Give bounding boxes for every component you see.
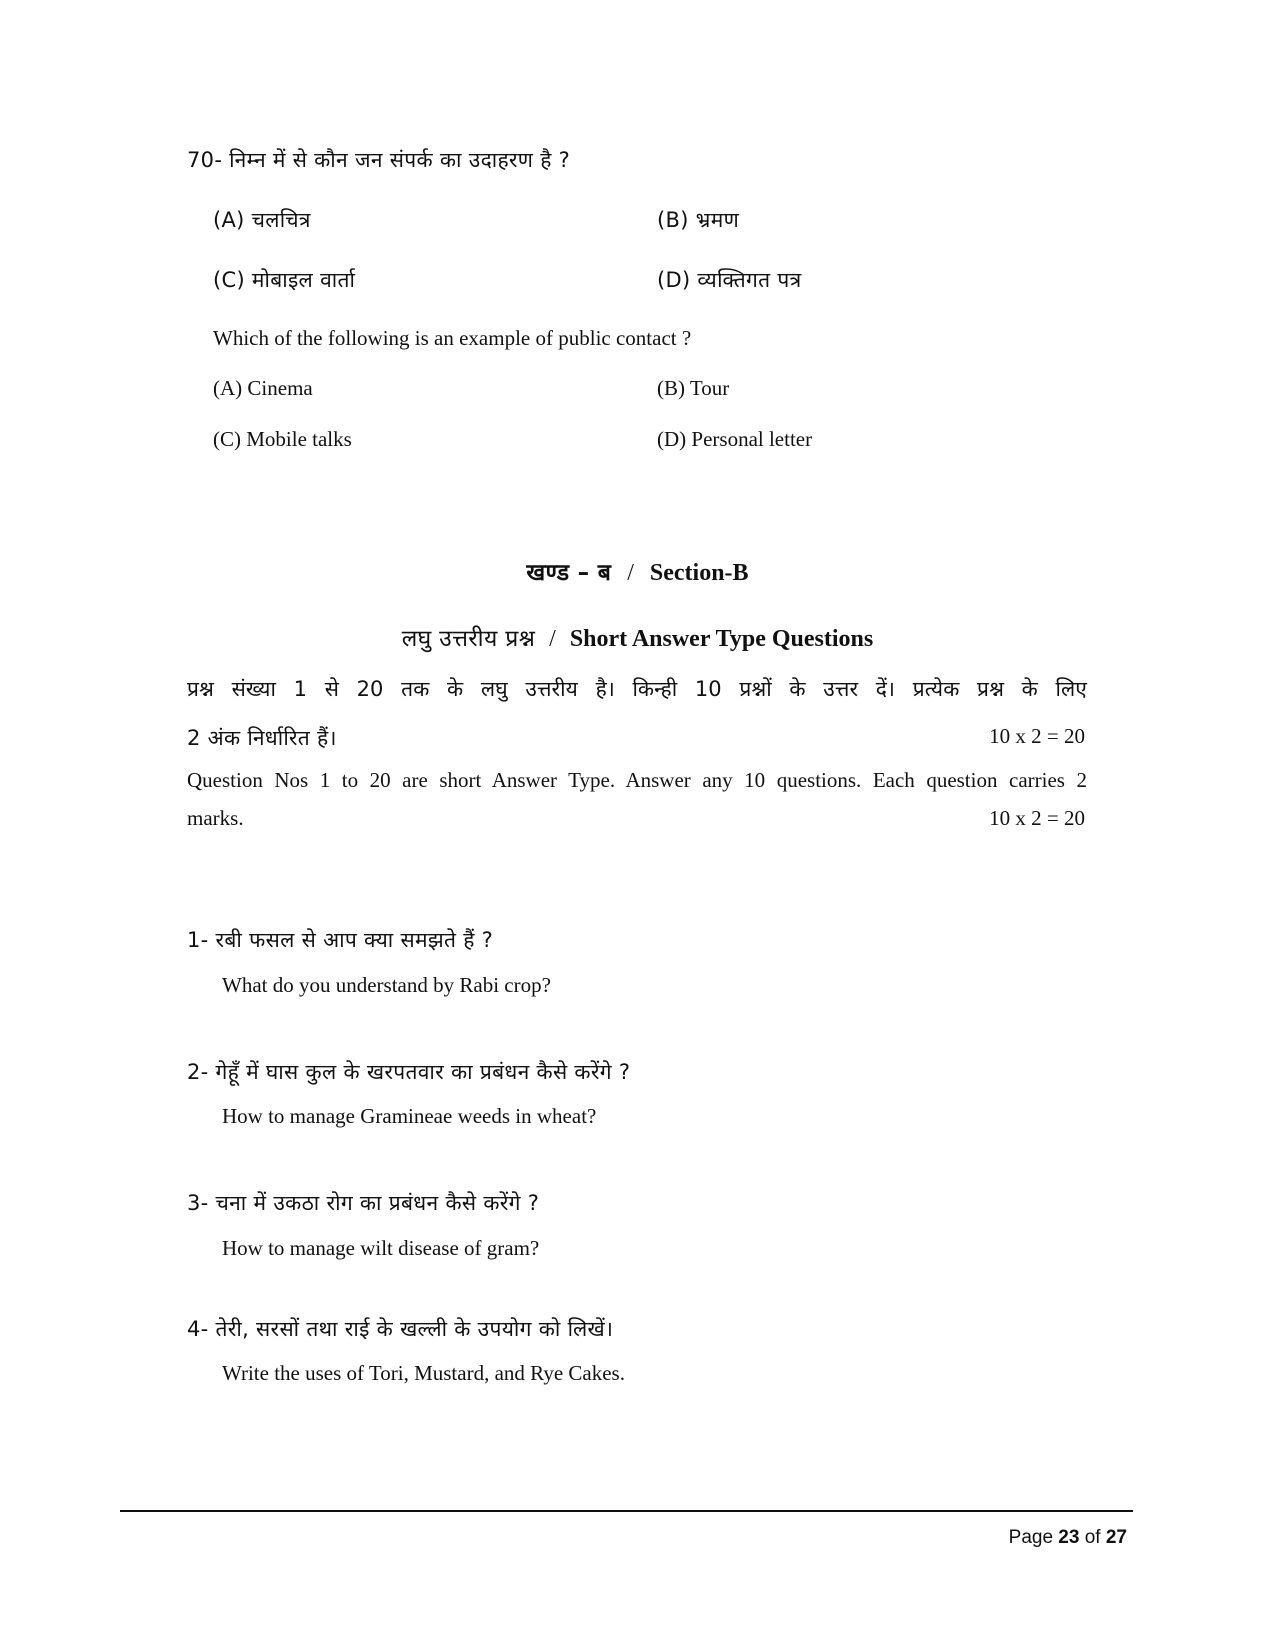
q70-english-option-d: (D) Personal letter — [657, 427, 813, 451]
page-word: Page — [1008, 1527, 1054, 1548]
subheading-english: Short Answer Type Questions — [569, 626, 874, 652]
q70-english-option-a: (A) Cinema — [213, 376, 313, 400]
subheading-separator: / — [549, 626, 556, 652]
page-current: 23 — [1058, 1527, 1080, 1548]
section-heading — [0, 555, 1275, 587]
subheading-hindi: लघु उत्तरीय प्रश्न — [401, 626, 536, 652]
q70-english-question: Which of the following is an example of public contact ? — [213, 326, 692, 350]
q70-hindi-option-c: (C) मोबाइल वार्ता — [213, 268, 356, 292]
q70-english-option-c: (C) Mobile talks — [213, 427, 352, 451]
page-number — [1009, 1527, 1127, 1549]
q70-english-option-b: (B) Tour — [657, 376, 730, 400]
question-3-hindi: 3- चना में उकठा रोग का प्रबंधन कैसे करेंगे ? — [187, 1191, 540, 1215]
instructions-hindi-line2: 2 अंक निर्धारित हैं। — [187, 726, 337, 750]
question-2-hindi: 2- गेहूँ में घास कुल के खरपतवार का प्रबंधन कैसे करेंगे ? — [187, 1060, 631, 1084]
question-4-english: Write the uses of Tori, Mustard, and Rye Cakes. — [222, 1361, 625, 1385]
question-4-hindi: 4- तेरी, सरसों तथा राई के खल्ली के उपयोग को लिखें। — [187, 1317, 614, 1341]
of-word: of — [1084, 1527, 1101, 1548]
q70-hindi-option-a: (A) चलचित्र — [213, 208, 311, 232]
q70-hindi-option-d: (D) व्यक्तिगत पत्र — [657, 268, 802, 292]
section-heading-hindi: खण्ड – ब — [526, 560, 612, 586]
q70-hindi-question: 70- निम्न में से कौन जन संपर्क का उदाहरण है ? — [187, 148, 571, 172]
section-heading-separator: / — [627, 560, 634, 586]
question-1-english: What do you understand by Rabi crop? — [222, 973, 551, 997]
instructions-hindi-marks: 10 x 2 = 20 — [989, 724, 1085, 748]
instructions-english-line1: Question Nos 1 to 20 are short Answer Type. Answer any 10 questions. Each question carries 2 — [187, 768, 1087, 792]
footer-divider — [120, 1510, 1133, 1512]
section-subheading — [0, 621, 1275, 653]
instructions-hindi-line1: प्रश्न संख्या 1 से 20 तक के लघु उत्तरीय है। किन्ही 10 प्रश्नों के उत्तर दें। प्रत्येक प्रश्न के लिए — [187, 677, 1087, 701]
instructions-english-marks: 10 x 2 = 20 — [989, 806, 1085, 830]
question-2-english: How to manage Gramineae weeds in wheat? — [222, 1104, 597, 1128]
page-total: 27 — [1105, 1527, 1127, 1548]
instructions-english-line2: marks. — [187, 806, 244, 830]
section-heading-english: Section-B — [649, 560, 749, 586]
question-1-hindi: 1- रबी फसल से आप क्या समझते हैं ? — [187, 928, 494, 952]
q70-hindi-option-b: (B) भ्रमण — [657, 208, 740, 232]
question-3-english: How to manage wilt disease of gram? — [222, 1236, 540, 1260]
